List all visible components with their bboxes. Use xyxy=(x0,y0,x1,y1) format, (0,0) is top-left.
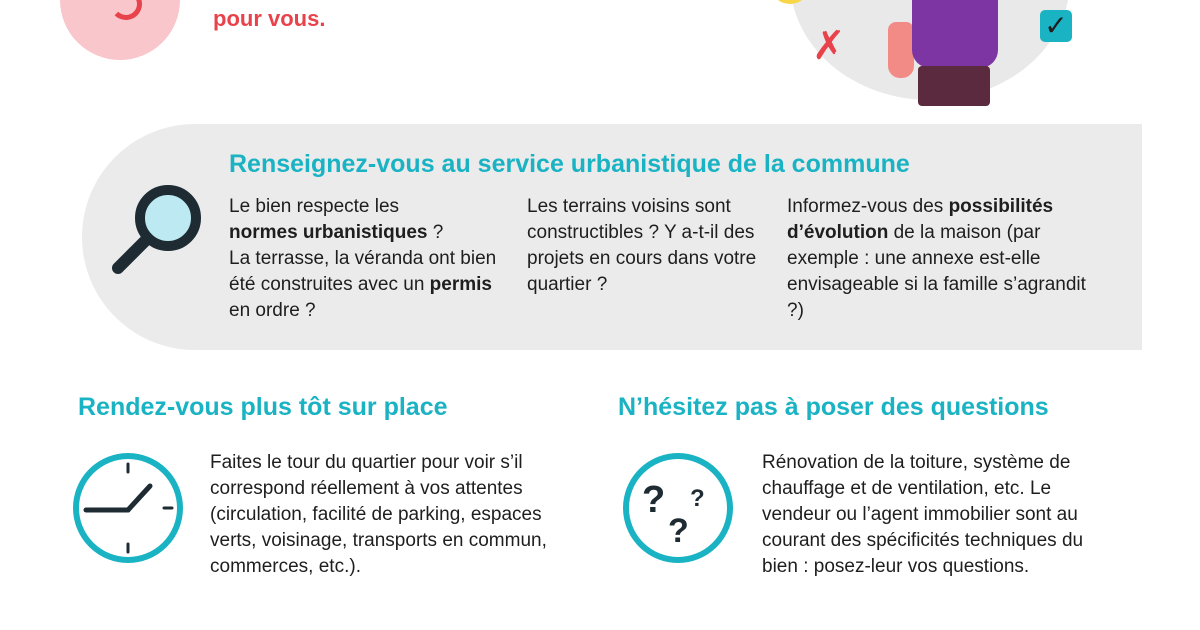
person-legs xyxy=(918,66,990,106)
col3-intro: Informez-vous des xyxy=(787,196,949,217)
question-glyph-2: ? xyxy=(690,485,705,512)
col1-bold-permis: permis xyxy=(429,274,492,295)
question-marks-icon xyxy=(620,450,736,566)
visit-title: Rendez-vous plus tôt sur place xyxy=(78,393,448,421)
col3-bold: possibilités d’évolution xyxy=(787,196,1054,243)
col3-rest: de la maison (par exemple : une annexe est-elle envisageable si la famille s’agrandit ?) xyxy=(787,222,1086,321)
check-icon: ✓ xyxy=(1040,10,1072,42)
questions-title: N’hésitez pas à poser des questions xyxy=(618,393,1049,421)
top-text-fragment: pour vous. xyxy=(213,6,326,31)
cross-icon: ✗ xyxy=(812,24,846,68)
urbanism-col2-text: Les terrains voisins sont constructibles ? Y a-t-il des projets en cours dans votre quartier ? xyxy=(527,196,757,295)
col1-line3: La terrasse, la véranda ont bien été construites avec un xyxy=(229,248,497,295)
question-glyph-1: ? xyxy=(642,479,666,521)
questions-text: Rénovation de la toiture, système de chauffage et de ventilation, etc. Le vendeur ou l’agent immobilier sont au courant des spécificités techniques du bien : posez-leur vos questions. xyxy=(762,452,1084,577)
person-arm xyxy=(888,22,914,78)
urbanism-title: Renseignez-vous au service urbanistique de la commune xyxy=(229,150,910,178)
col1-bold-normes: normes urbanistiques xyxy=(229,222,428,243)
urbanism-col3-text xyxy=(787,194,1107,324)
person-torso xyxy=(912,0,998,68)
urbanism-col1-text xyxy=(229,194,509,324)
magnifier-icon xyxy=(108,178,208,278)
col1-line4: en ordre ? xyxy=(229,300,316,321)
question-glyph-3: ? xyxy=(668,512,689,550)
col1-line1: Le bien respecte les xyxy=(229,196,400,217)
visit-text: Faites le tour du quartier pour voir s’il correspond réellement à vos attentes (circulation, facilité de parking, espaces verts, voisinage, transports en commun, commerces, etc.). xyxy=(210,452,547,577)
clock-icon xyxy=(70,450,186,566)
col1-qmark: ? xyxy=(427,222,444,243)
